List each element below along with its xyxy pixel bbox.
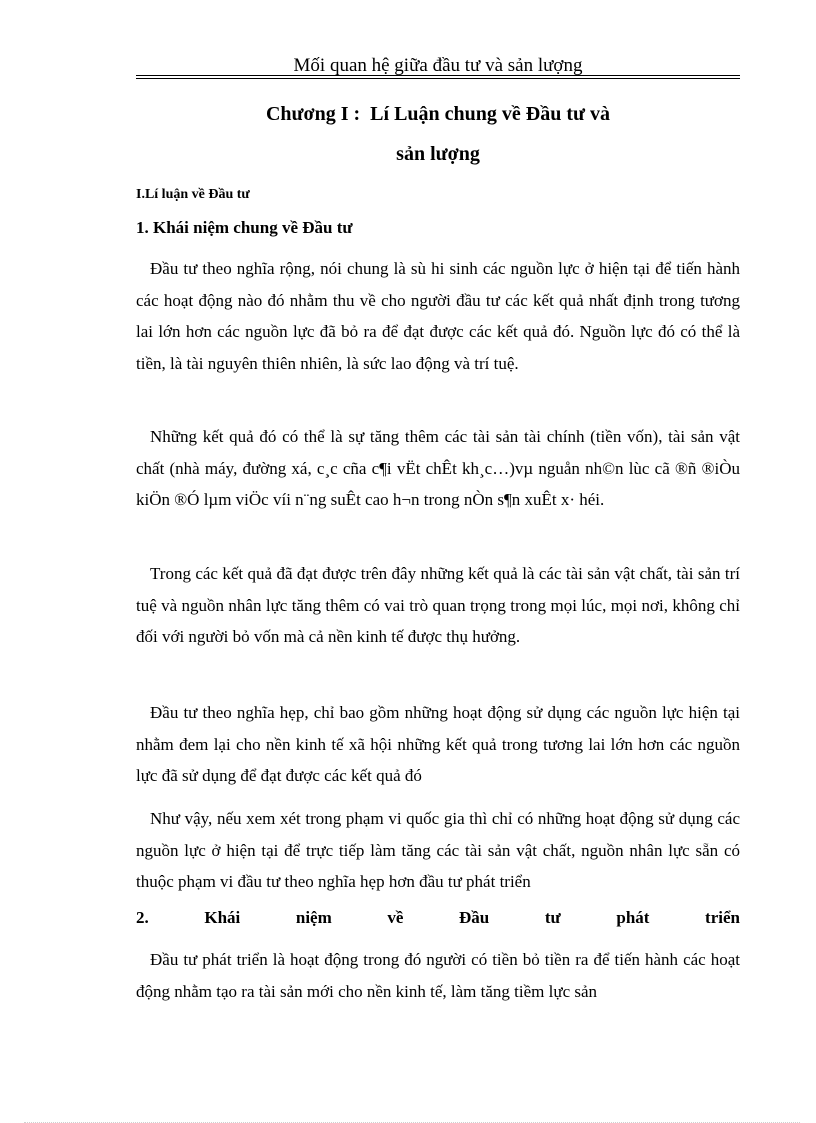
heading-word: về	[387, 908, 404, 927]
running-header: Mối quan hệ giữa đầu tư và sản lượng	[293, 55, 583, 76]
paragraph-important-results: Trong các kết quả đã đạt được trên đây những kết quả là các tài sản vật chất, tài sản trí tuệ và nguồn nhân lực tăng thêm có vai trò quan trọng trong mọi lúc, mọi nơi, không chỉ đối với người bỏ vốn mà cả nền kinh tế được thụ hưởng.	[136, 564, 740, 646]
heading-word: Đầu	[459, 908, 490, 927]
heading-word: phát	[616, 908, 650, 927]
heading-word: tư	[544, 908, 561, 927]
header-rule-double	[136, 78, 740, 79]
section-label: I.Lí luận về Đầu tư	[136, 187, 250, 202]
paragraph-results: Những kết quả đó có thể là sự tăng thêm các tài sản tài chính (tiền vốn), tài sản vật chất (nhà máy, đường xá, c¸c cña c¶i vËt chÊt kh¸c…)vµ nguån nh©n lùc cã ®ñ ®iÒu kiÖn ®Ó lµm viÖc víi n¨ng suÊt cao h¬n trong nÒn s¶n xuÊt x· héi.	[136, 427, 740, 509]
paragraph-broad-definition: Đầu tư theo nghĩa rộng, nói chung là sù hi sinh các nguồn lực ở hiện tại để tiến hành các hoạt động nào đó nhằm thu về cho người đầu tư các kết quả nhất định trong tương lai lớn hơn các nguồn lực đã bỏ ra để đạt được các kết quả đó. Nguồn lực đó có thể là tiền, là tài nguyên thiên nhiên, là sức lao động và trí tuệ.	[136, 259, 740, 373]
header-rule	[136, 75, 740, 76]
heading-word: Khái	[204, 908, 241, 927]
paragraph-development-definition: Đầu tư phát triển là hoạt động trong đó người có tiền bỏ tiền ra để tiến hành các hoạt động nhằm tạo ra tài sản mới cho nền kinh tế, làm tăng tiềm lực sản	[136, 950, 740, 1001]
chapter-title-line-2: sản lượng	[396, 143, 480, 165]
paragraph-national-scope: Như vậy, nếu xem xét trong phạm vi quốc gia thì chỉ có những hoạt động sử dụng các nguồn lực ở hiện tại để trực tiếp làm tăng các tài sản vật chất, nguồn nhân lực sẵn có thuộc phạm vi đầu tư theo nghĩa hẹp hơn đầu tư phát triển	[136, 809, 740, 891]
heading-word: triển	[705, 908, 740, 927]
chapter-title-line-1: Chương I : Lí Luận chung về Đầu tư và	[265, 103, 611, 125]
heading-word: 2.	[136, 908, 149, 927]
paragraph-narrow-definition: Đầu tư theo nghĩa hẹp, chỉ bao gồm những hoạt động sử dụng các nguồn lực hiện tại nhằm đem lại cho nền kinh tế xã hội những kết quả trong tương lai lớn hơn các nguồn lực đã sử dụng để đạt được các kết quả đó	[136, 703, 740, 785]
heading-word: niệm	[295, 908, 332, 927]
chapter-title	[136, 94, 740, 174]
heading-development-investment	[136, 907, 740, 929]
heading-concept-investment: 1. Khái niệm chung về Đầu tư	[136, 218, 353, 237]
